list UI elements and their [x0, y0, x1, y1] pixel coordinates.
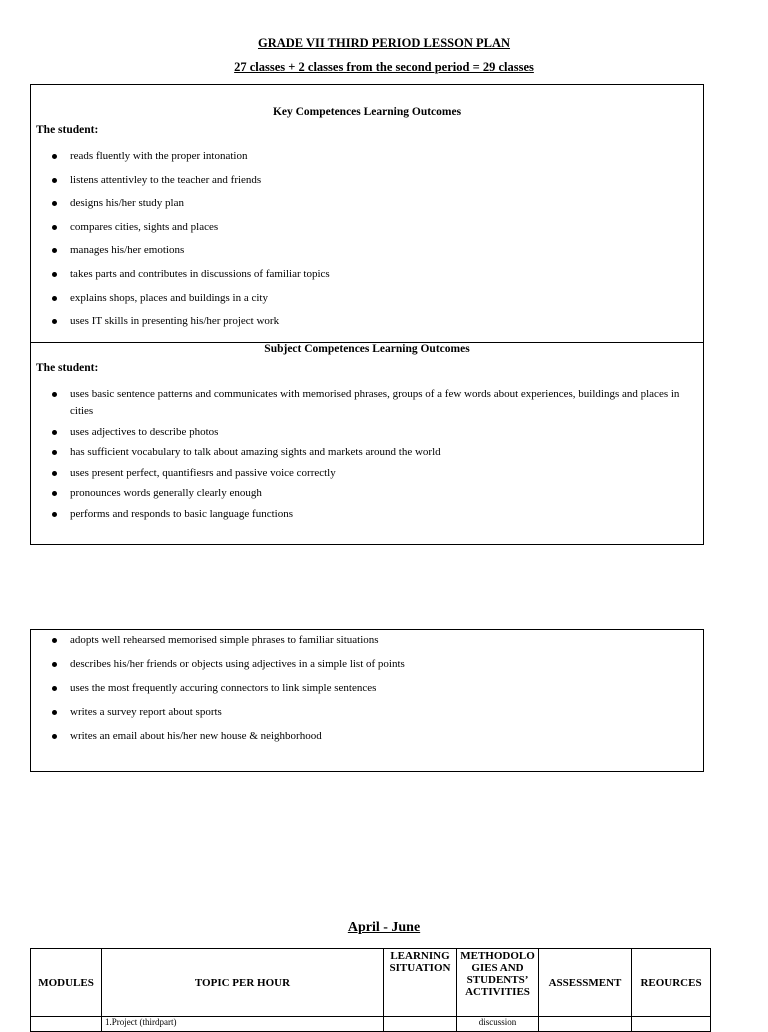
list-item: uses adjectives to describe photos: [31, 424, 703, 441]
bullet-icon: [52, 201, 57, 206]
additional-outcomes-box: [30, 629, 704, 772]
list-item: compares cities, sights and places: [31, 219, 703, 236]
bullet-icon: [52, 638, 57, 643]
bullet-icon: [52, 662, 57, 667]
bullet-icon: [52, 686, 57, 691]
subject-competences-box: [30, 342, 704, 545]
list-item: manages his/her emotions: [31, 242, 703, 259]
table-cell: [632, 1017, 711, 1032]
table-cell: [31, 1017, 102, 1032]
list-item: pronounces words generally clearly enough: [31, 485, 703, 502]
additional-outcomes-list: [31, 632, 703, 745]
column-header-learning-situation: LEARNING SITUATION: [384, 949, 457, 1017]
bullet-icon: [52, 710, 57, 715]
bullet-icon: [52, 471, 57, 476]
list-item: takes parts and contributes in discussions of familiar topics: [31, 266, 703, 283]
table-cell: [457, 1017, 539, 1032]
list-item: uses the most frequently accuring connectors to link simple sentences: [31, 680, 703, 697]
list-item: uses present perfect, quantifiesrs and passive voice correctly: [31, 465, 703, 482]
list-item: has sufficient vocabulary to talk about amazing sights and markets around the world: [31, 444, 703, 461]
table-header-row: [31, 949, 711, 1017]
topic-cell-text: 1.Project (thirdpart): [105, 1017, 177, 1027]
column-header-resources: REOURCES: [632, 949, 711, 1017]
bullet-icon: [52, 392, 57, 397]
student-label: The student:: [36, 362, 99, 374]
bullet-icon: [52, 734, 57, 739]
bullet-icon: [52, 248, 57, 253]
column-header-methodologies: METHODOLO GIES AND STUDENTS’ ACTIVITIES: [457, 949, 539, 1017]
bullet-icon: [52, 512, 57, 517]
subject-competences-list: [31, 386, 703, 523]
list-item: writes an email about his/her new house & neighborhood: [31, 728, 703, 745]
key-competences-heading: Key Competences Learning Outcomes: [272, 106, 462, 118]
column-header-topic: TOPIC PER HOUR: [102, 949, 384, 1017]
bullet-icon: [52, 225, 57, 230]
bullet-icon: [52, 491, 57, 496]
bullet-icon: [52, 430, 57, 435]
bullet-icon: [52, 296, 57, 301]
methodologies-cell-text: discussion: [478, 1017, 517, 1027]
table-cell: [539, 1017, 632, 1032]
key-competences-list: [31, 148, 703, 330]
bullet-icon: [52, 272, 57, 277]
list-item: uses basic sentence patterns and communicates with memorised phrases, groups of a few words about experiences, buildings and places in cities: [31, 386, 703, 420]
list-item: explains shops, places and buildings in a city: [31, 290, 703, 307]
column-header-assessment: ASSESSMENT: [539, 949, 632, 1017]
list-item: writes a survey report about sports: [31, 704, 703, 721]
table-cell: [102, 1017, 384, 1032]
list-item: adopts well rehearsed memorised simple phrases to familiar situations: [31, 632, 703, 649]
key-competences-box: [30, 84, 704, 343]
list-item: designs his/her study plan: [31, 195, 703, 212]
document-title: GRADE VII THIRD PERIOD LESSON PLAN: [257, 36, 511, 50]
period-heading: April - June: [347, 920, 421, 935]
list-item: performs and responds to basic language functions: [31, 506, 703, 523]
lesson-plan-table: [30, 948, 711, 1032]
bullet-icon: [52, 154, 57, 159]
table-cell: [384, 1017, 457, 1032]
list-item: reads fluently with the proper intonation: [31, 148, 703, 165]
list-item: describes his/her friends or objects using adjectives in a simple list of points: [31, 656, 703, 673]
bullet-icon: [52, 178, 57, 183]
column-header-modules: MODULES: [31, 949, 102, 1017]
bullet-icon: [52, 450, 57, 455]
bullet-icon: [52, 319, 57, 324]
table-row: [31, 1017, 711, 1032]
document-subtitle: 27 classes + 2 classes from the second period = 29 classes: [234, 60, 534, 74]
student-label: The student:: [36, 124, 99, 136]
list-item: listens attentivley to the teacher and friends: [31, 172, 703, 189]
list-item: uses IT skills in presenting his/her project work: [31, 313, 703, 330]
subject-competences-heading: Subject Competences Learning Outcomes: [264, 343, 470, 355]
